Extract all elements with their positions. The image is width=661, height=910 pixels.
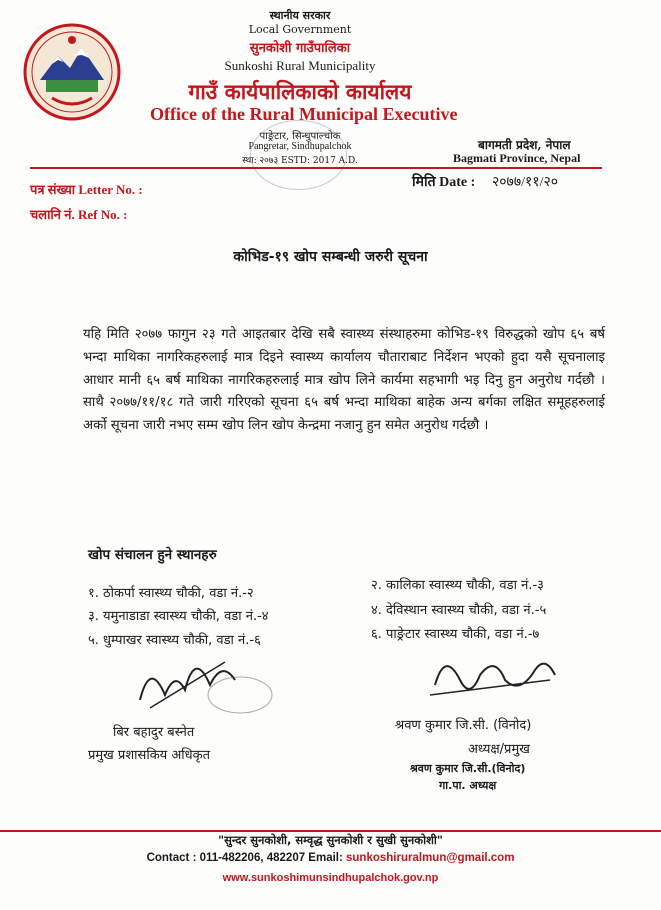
right-signatory-title: अध्यक्ष/प्रमुख: [468, 742, 530, 757]
nepal-emblem-logo: [22, 22, 122, 122]
reference-number-label: चलानि नं. Ref No. :: [30, 207, 128, 222]
province-english: Bagmati Province, Nepal: [453, 151, 581, 165]
station-item: ५. धुम्पाखर स्वास्थ्य चौकी, वडा नं.-६: [88, 633, 261, 648]
local-government-english: Local Government: [248, 23, 352, 36]
notice-subject: कोभिड-१९ खोप सम्बन्धी जरुरी सूचना: [233, 249, 428, 265]
header-divider: [30, 167, 602, 169]
station-item: ३. यमुनाडाडा स्वास्थ्य चौकी, वडा नं.-४: [88, 609, 269, 624]
notice-body: यहि मिति २०७७ फागुन २३ गते आइतबार देखि सबै स्वास्थ्य संस्थाहरुमा कोभिड-१९ विरुद्धको खोप ६५ बर्ष भन्दा माथिका नागरिकहरुलाई मात्र दिइने स्वास्थ्य कार्यालय चौताराबाट निर्देशन भएको हुदा यसै सूचनालाइ आधार मानी ६५ बर्ष माथिका नागरिकहरुलाई मात्र खोप लिने कार्यमा सहभागी भइ दिनु हुन अनुरोध गर्दछौ । साथै २०७७/११/१८ गते जारी गरिएको सूचना ६५ बर्ष भन्दा माथिका बाहेक अन्य बर्गका लक्षित समूहहरुलाई अर्को सूचना जारी नभए सम्म खोप लिन खोप केन्द्रमा नजानु हुन समेत अनुरोध गर्दछौ ।: [83, 327, 605, 434]
vaccination-stations-title: खोप संचालन हुने स्थानहरु: [88, 547, 217, 563]
footer-slogan: "सुन्दर सुनकोशी, सम्वृद्ध सुनकोशी र सुखी सुनकोशी": [218, 833, 443, 847]
website-link[interactable]: www.sunkoshimunsindhupalchok.gov.np: [222, 872, 439, 884]
local-government-devanagari: स्थानीय सरकार: [269, 9, 331, 22]
municipality-name-devanagari: सुनकोशी गाउँपालिका: [249, 41, 351, 56]
right-signature: [415, 640, 565, 715]
date-value: २०७७/११/२०: [492, 175, 559, 190]
left-signatory-title: प्रमुख प्रशासकिय अधिकृत: [88, 748, 211, 763]
established-date: स्था: २०७३ ESTD: 2017 A.D.: [242, 156, 358, 166]
chairperson-stamp: [410, 760, 525, 794]
station-item: २. कालिका स्वास्थ्य चौकी, वडा नं.-३: [371, 578, 544, 593]
left-signature: [130, 640, 280, 720]
office-seal-stamp: [250, 120, 347, 190]
station-item: ६. पाङ्रेटार स्वास्थ्य चौकी, वडा नं.-७: [371, 627, 540, 642]
province-devanagari: बागमती प्रदेश, नेपाल: [478, 138, 571, 152]
date-label: मिति Date :: [412, 175, 476, 190]
municipality-name-english: Sunkoshi Rural Municipality: [224, 58, 376, 73]
footer-divider: [0, 830, 661, 832]
address-english: Pangretar, Sindhupalchok: [248, 141, 352, 152]
footer-contact: [0, 852, 661, 864]
office-title-devanagari: गाउँ कार्यपालिकाको कार्यालय: [188, 79, 412, 104]
email-link[interactable]: sunkoshiruralmun@gmail.com: [346, 852, 515, 864]
contact-numbers: Contact : 011-482206, 482207 Email:: [146, 852, 347, 864]
letter-number-label: पत्र संख्या Letter No. :: [30, 182, 143, 197]
station-item: ४. देविस्थान स्वास्थ्य चौकी, वडा नं.-५: [371, 603, 547, 618]
left-signatory-name: बिर बहादुर बस्नेत: [113, 725, 195, 740]
station-item: १. ठोकर्पा स्वास्थ्य चौकी, वडा नं.-२: [88, 586, 254, 601]
stamp-title: गा.पा. अध्यक्ष: [439, 779, 497, 792]
address-devanagari: पाङ्रेटार, सिन्धुपाल्चोक: [259, 131, 341, 142]
office-title-english: Office of the Rural Municipal Executive: [150, 104, 458, 124]
stamp-name: श्रवण कुमार जि.सी.(विनोद): [410, 762, 526, 775]
right-signatory-name: श्रवण कुमार जि.सी. (विनोद): [395, 718, 532, 733]
